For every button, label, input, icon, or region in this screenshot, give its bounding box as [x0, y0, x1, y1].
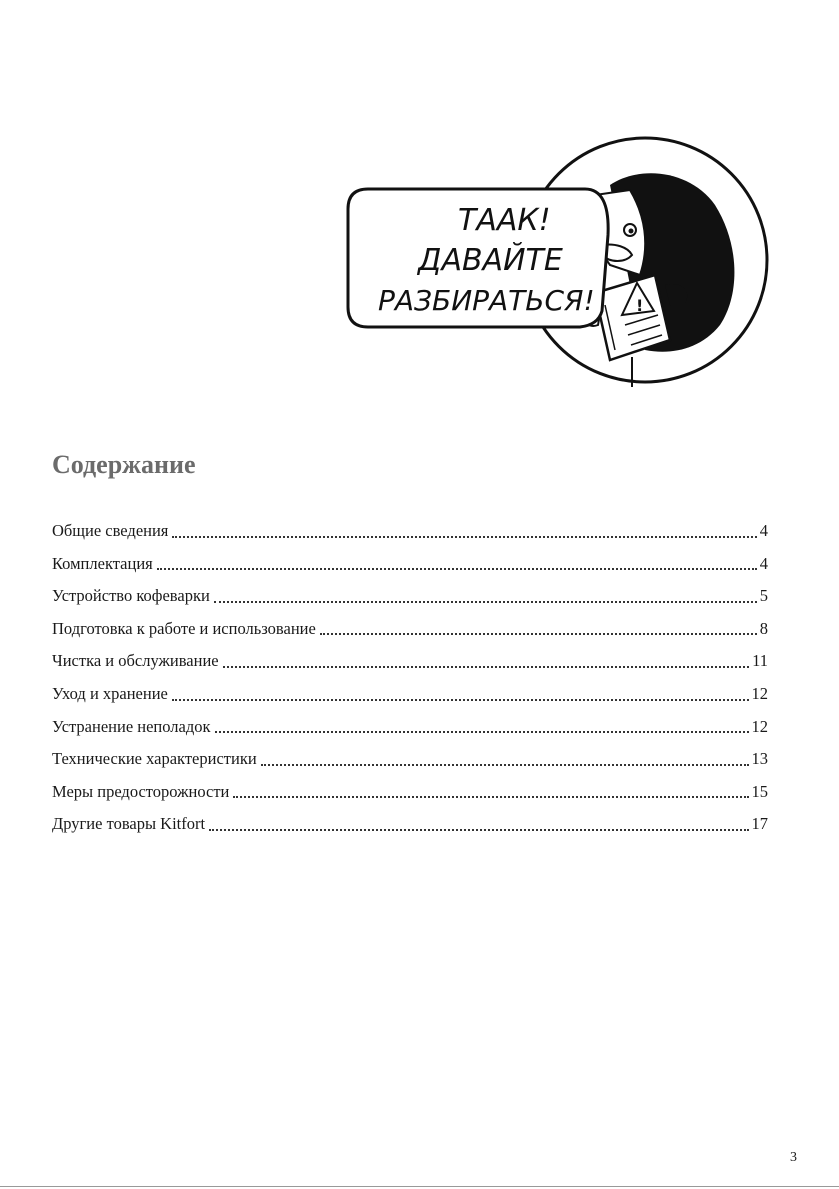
toc-entry-page: 17: [751, 814, 768, 834]
toc-entry-label: Общие сведения: [52, 521, 169, 540]
toc-entry-page: 15: [751, 781, 768, 801]
toc-leader-dots: [172, 519, 756, 538]
penguin-reading-manual-icon: [340, 125, 780, 400]
toc-leader-dots: [172, 682, 749, 701]
toc-entry-label: Чистка и обслуживание: [52, 651, 219, 671]
toc-leader-dots: [209, 812, 748, 831]
toc-entry[interactable]: [52, 515, 768, 548]
penguin-illustration: [340, 125, 780, 400]
toc-entry-label: Устранение неполадок: [52, 716, 211, 736]
toc-entry[interactable]: [52, 613, 768, 646]
toc-entry-label: Устройство кофеварки: [52, 586, 210, 606]
toc-entry[interactable]: [52, 808, 768, 841]
toc-entry-label: Уход и хранение: [52, 683, 168, 703]
toc-title: Содержание: [52, 450, 196, 479]
toc-leader-dots: [157, 552, 757, 571]
toc-entry-label: Технические характеристики: [52, 749, 257, 769]
toc-entry-label: Комплектация: [52, 553, 153, 573]
toc-leader-dots: [233, 780, 748, 799]
toc-leader-dots: [214, 584, 757, 603]
toc-leader-dots: [215, 715, 749, 734]
bubble-line-2: ДАВАЙТЕ: [418, 243, 563, 278]
toc-entry-label: Подготовка к работе и использование: [52, 618, 316, 638]
footer-divider: [0, 1186, 839, 1187]
page-number: 3: [790, 1150, 797, 1165]
toc-entry-page: 4: [759, 521, 768, 540]
toc-entry[interactable]: [52, 743, 768, 776]
toc-entry-page: 4: [759, 553, 768, 573]
toc-entry[interactable]: [52, 580, 768, 613]
toc-entry-label: Меры предосторожности: [52, 781, 230, 801]
toc-entry[interactable]: [52, 645, 768, 678]
toc-entry-page: 8: [759, 618, 768, 638]
table-of-contents: [52, 515, 768, 841]
bubble-line-1: ТААК!: [458, 203, 551, 238]
toc-leader-dots: [320, 617, 757, 636]
toc-leader-dots: [223, 649, 750, 668]
toc-entry[interactable]: [52, 678, 768, 711]
bubble-line-3: РАЗБИРАТЬСЯ!: [378, 284, 595, 317]
toc-entry-page: 5: [759, 586, 768, 606]
svg-text:!: !: [636, 296, 644, 315]
toc-entry-page: 12: [751, 716, 768, 736]
toc-entry-page: 12: [751, 683, 768, 703]
toc-entry-page: 11: [752, 651, 768, 671]
toc-entry-label: Другие товары Kitfort: [52, 814, 206, 834]
toc-entry[interactable]: [52, 776, 768, 809]
toc-entry[interactable]: [52, 548, 768, 581]
toc-entry[interactable]: [52, 711, 768, 744]
toc-leader-dots: [261, 747, 749, 766]
toc-entry-page: 13: [751, 749, 768, 769]
